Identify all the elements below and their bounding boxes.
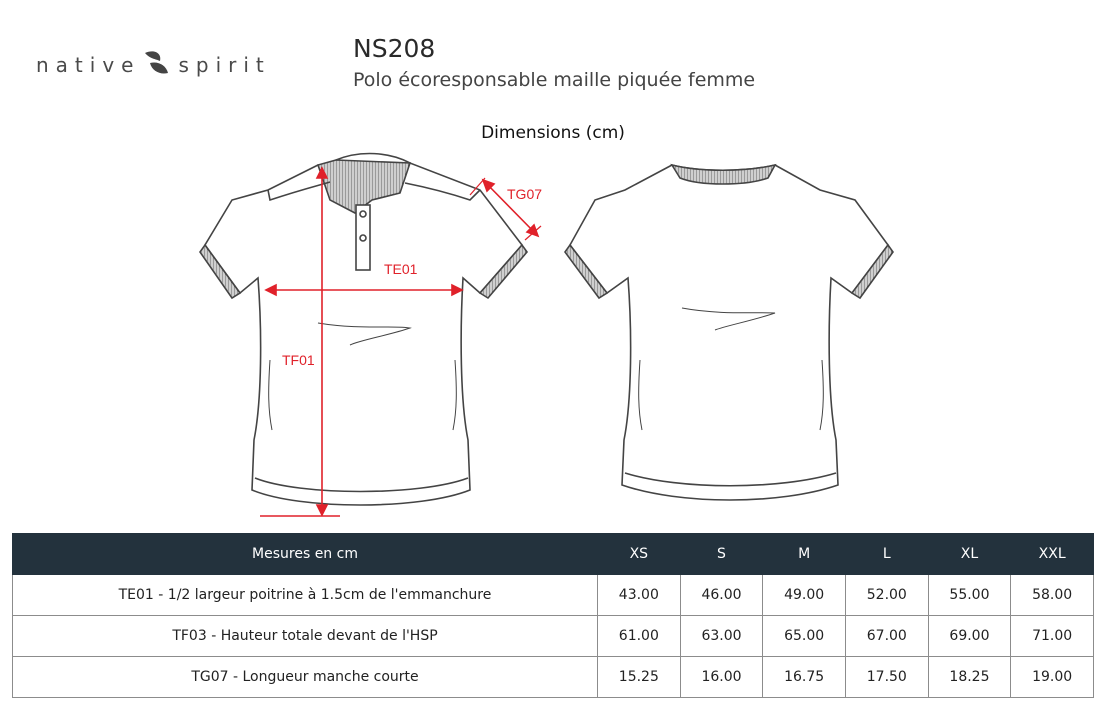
- header-measure: Mesures en cm: [13, 534, 598, 575]
- section-title: Dimensions (cm): [481, 123, 625, 143]
- cell-value: 16.75: [763, 657, 846, 698]
- header-size-xxl: XXL: [1011, 534, 1094, 575]
- label-sleeve: TG07: [507, 186, 543, 202]
- table-row: [13, 575, 1094, 616]
- header-size-m: M: [763, 534, 846, 575]
- cell-value: 52.00: [845, 575, 928, 616]
- brand-word-right: spirit: [178, 53, 271, 77]
- cell-value: 63.00: [680, 616, 763, 657]
- product-code: NS208: [353, 34, 436, 63]
- cell-value: 46.00: [680, 575, 763, 616]
- cell-value: 55.00: [928, 575, 1011, 616]
- cell-value: 65.00: [763, 616, 846, 657]
- cell-value: 17.50: [845, 657, 928, 698]
- row-label: TG07 - Longueur manche courte: [13, 657, 598, 698]
- table-row: [13, 657, 1094, 698]
- cell-value: 71.00: [1011, 616, 1094, 657]
- cell-value: 16.00: [680, 657, 763, 698]
- brand-word-left: native: [36, 53, 141, 77]
- cell-value: 67.00: [845, 616, 928, 657]
- cell-value: 15.25: [598, 657, 681, 698]
- header-size-xs: XS: [598, 534, 681, 575]
- cell-value: 19.00: [1011, 657, 1094, 698]
- cell-value: 43.00: [598, 575, 681, 616]
- label-chest: TE01: [384, 261, 418, 277]
- product-name: Polo écoresponsable maille piquée femme: [353, 69, 756, 91]
- header-size-xl: XL: [928, 534, 1011, 575]
- header-size-l: L: [845, 534, 928, 575]
- cell-value: 18.25: [928, 657, 1011, 698]
- cell-value: 58.00: [1011, 575, 1094, 616]
- size-table: [12, 533, 1094, 698]
- label-height: TF01: [282, 352, 315, 368]
- table-row: [13, 616, 1094, 657]
- row-label: TF03 - Hauteur totale devant de l'HSP: [13, 616, 598, 657]
- cell-value: 61.00: [598, 616, 681, 657]
- cell-value: 49.00: [763, 575, 846, 616]
- polo-front-drawing: [200, 154, 527, 505]
- cell-value: 69.00: [928, 616, 1011, 657]
- header-size-s: S: [680, 534, 763, 575]
- polo-back-drawing: [565, 165, 893, 500]
- row-label: TE01 - 1/2 largeur poitrine à 1.5cm de l'emmanchure: [13, 575, 598, 616]
- table-header-row: [13, 534, 1094, 575]
